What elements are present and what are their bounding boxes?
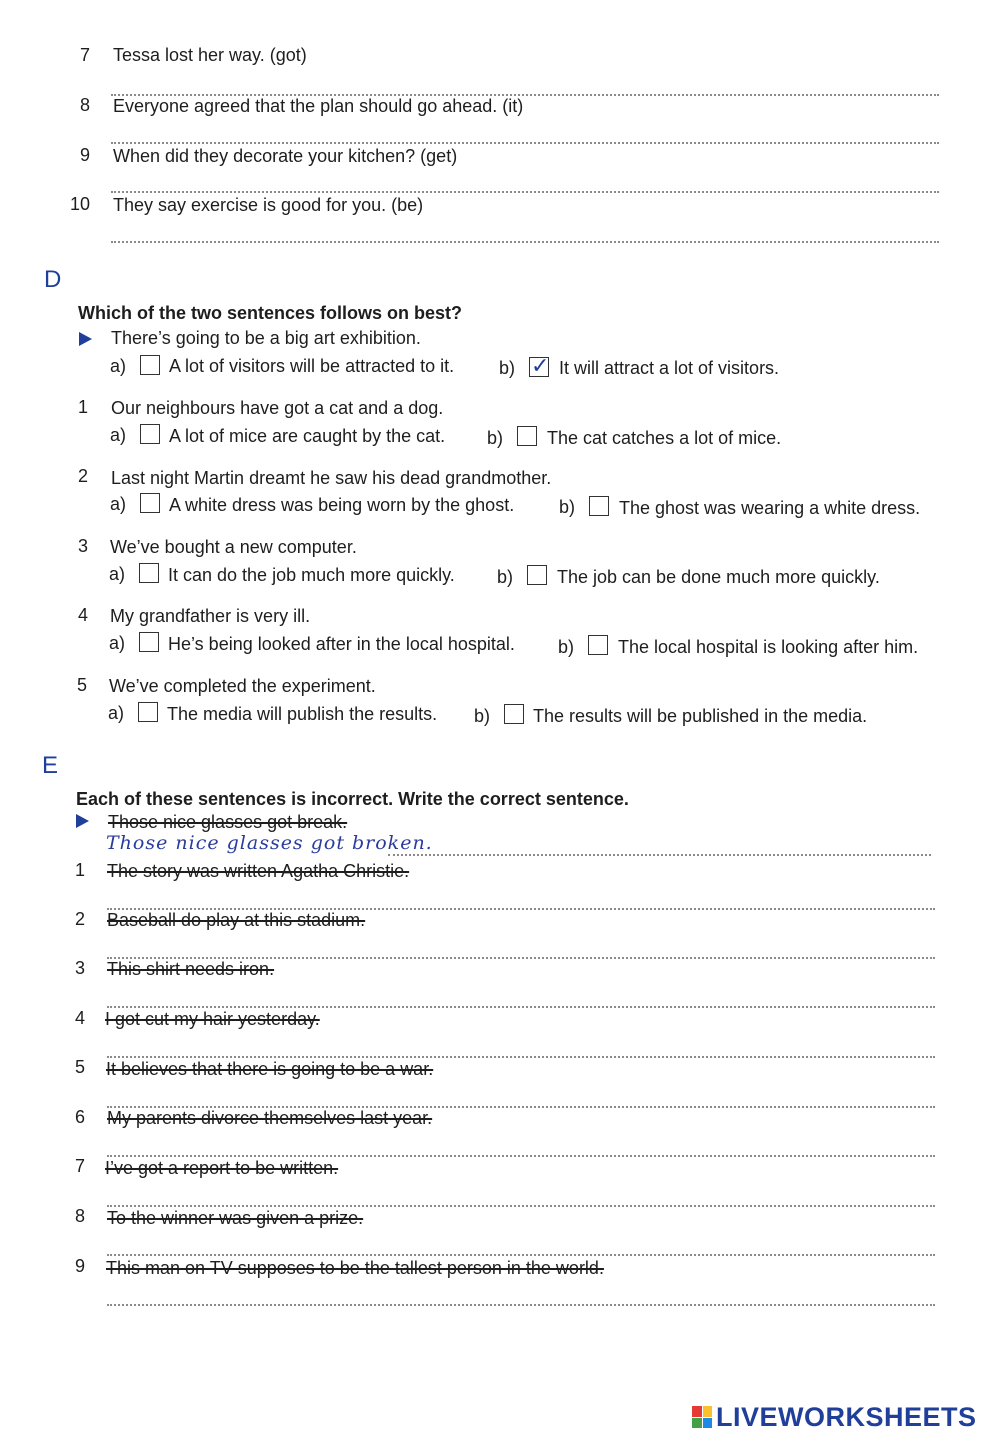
incorrect-sentence: My parents divorce themselves last year. — [107, 1108, 433, 1128]
option-a-text: He’s being looked after in the local hospital. — [168, 634, 515, 654]
answer-line[interactable] — [107, 1048, 935, 1058]
liveworksheets-logo[interactable] — [692, 1402, 977, 1432]
option-b-checkbox[interactable] — [527, 565, 547, 585]
incorrect-sentence: To the winner was given a prize. — [107, 1208, 364, 1228]
item-number: 2 — [77, 466, 88, 486]
item-number: 4 — [74, 1008, 85, 1028]
example-arrow-icon — [76, 814, 89, 828]
option-b-label: b) — [558, 637, 575, 657]
incorrect-sentence: Baseball do play at this stadium. — [107, 910, 366, 930]
answer-line[interactable] — [107, 998, 935, 1008]
item-number: 2 — [74, 909, 85, 929]
item-prompt: We’ve bought a new computer. — [110, 537, 357, 557]
option-a-text: A lot of visitors will be attracted to it. — [169, 356, 455, 376]
answer-line[interactable] — [111, 233, 939, 243]
incorrect-sentence: I got cut my hair yesterday. — [105, 1009, 320, 1029]
option-a-label: a) — [109, 564, 126, 584]
answer-line[interactable] — [107, 1197, 935, 1207]
option-a-text: The media will publish the results. — [167, 704, 438, 724]
option-b-text: The job can be done much more quickly. — [557, 567, 880, 587]
item-prompt: My grandfather is very ill. — [110, 606, 311, 626]
option-b-text: The cat catches a lot of mice. — [547, 428, 782, 448]
section-letter: D — [44, 266, 62, 293]
incorrect-sentence: This man on TV supposes to be the tallest person in the world. — [106, 1258, 604, 1278]
item-number: 8 — [74, 1206, 85, 1226]
example-arrow-icon — [79, 332, 92, 346]
item-number: 3 — [74, 958, 85, 978]
section-letter: E — [42, 752, 59, 779]
answer-line[interactable] — [111, 86, 939, 96]
option-b-checkbox[interactable] — [504, 704, 524, 724]
option-a-checkbox[interactable] — [139, 563, 159, 583]
answer-line[interactable] — [107, 949, 935, 959]
incorrect-sentence: This shirt needs iron. — [107, 959, 275, 979]
sentence-prompt: They say exercise is good for you. (be) — [113, 195, 424, 215]
logo-text: LIVEWORKSHEETS — [716, 1401, 977, 1432]
item-prompt: Our neighbours have got a cat and a dog. — [111, 398, 444, 418]
option-a-text: A lot of mice are caught by the cat. — [169, 426, 446, 446]
item-number: 1 — [74, 860, 85, 880]
option-b-label: b) — [474, 706, 491, 726]
option-b-checkbox-checked[interactable] — [529, 357, 549, 377]
option-a-label: a) — [108, 703, 125, 723]
option-b-label: b) — [497, 567, 514, 587]
incorrect-sentence: The story was written Agatha Christie. — [107, 861, 410, 881]
answer-line[interactable] — [107, 1296, 935, 1306]
answer-line[interactable] — [107, 1147, 935, 1157]
option-a-checkbox[interactable] — [140, 493, 160, 513]
option-b-checkbox[interactable] — [589, 496, 609, 516]
example-prompt: There’s going to be a big art exhibition. — [111, 328, 421, 348]
section-instruction: Each of these sentences is incorrect. Write the correct sentence. — [76, 789, 629, 809]
option-a-label: a) — [110, 425, 127, 445]
option-a-label: a) — [110, 494, 127, 514]
option-b-text: The local hospital is looking after him. — [618, 637, 919, 657]
item-number: 5 — [74, 1057, 85, 1077]
answer-line[interactable] — [107, 1246, 935, 1256]
option-b-text: The results will be published in the media. — [533, 706, 868, 726]
section-instruction: Which of the two sentences follows on best? — [78, 303, 463, 323]
option-b-label: b) — [499, 358, 516, 378]
option-a-checkbox[interactable] — [140, 424, 160, 444]
logo-square — [703, 1418, 713, 1429]
logo-grid-icon — [692, 1406, 712, 1428]
option-a-label: a) — [109, 633, 126, 653]
item-number: 9 — [79, 145, 90, 165]
option-a-text: A white dress was being worn by the ghost. — [169, 495, 515, 515]
item-number: 4 — [77, 605, 88, 625]
option-b-label: b) — [487, 428, 504, 448]
option-b-checkbox[interactable] — [588, 635, 608, 655]
incorrect-sentence: I’ve got a report to be written. — [105, 1158, 339, 1178]
item-number: 5 — [76, 675, 87, 695]
item-prompt: Last night Martin dreamt he saw his dead grandmother. — [111, 468, 552, 488]
item-number: 3 — [77, 536, 88, 556]
incorrect-sentence: It believes that there is going to be a war. — [106, 1059, 434, 1079]
item-number: 10 — [69, 194, 90, 214]
sentence-prompt: Tessa lost her way. (got) — [113, 45, 307, 65]
logo-square — [703, 1406, 713, 1417]
answer-line[interactable] — [111, 183, 939, 193]
item-number: 9 — [74, 1256, 85, 1276]
item-prompt: We’ve completed the experiment. — [109, 676, 376, 696]
item-number: 6 — [74, 1107, 85, 1127]
option-a-label: a) — [110, 356, 127, 376]
item-number: 8 — [79, 95, 90, 115]
option-b-text: The ghost was wearing a white dress. — [619, 498, 921, 518]
example-incorrect-sentence: Those nice glasses got break. — [108, 812, 348, 832]
answer-line[interactable] — [107, 900, 935, 910]
logo-square — [692, 1418, 702, 1429]
option-a-checkbox[interactable] — [139, 632, 159, 652]
option-b-text: It will attract a lot of visitors. — [559, 358, 780, 378]
answer-line[interactable] — [107, 1098, 935, 1108]
answer-line[interactable] — [111, 134, 939, 144]
option-a-text: It can do the job much more quickly. — [168, 565, 455, 585]
item-number: 7 — [74, 1156, 85, 1176]
option-b-checkbox[interactable] — [517, 426, 537, 446]
option-b-label: b) — [559, 497, 576, 517]
item-number: 7 — [79, 45, 90, 65]
sentence-prompt: Everyone agreed that the plan should go ahead. (it) — [113, 96, 524, 116]
sentence-prompt: When did they decorate your kitchen? (get) — [113, 146, 458, 166]
item-number: 1 — [77, 397, 88, 417]
option-a-checkbox[interactable] — [138, 702, 158, 722]
example-handwritten-answer: Those nice glasses got broken. — [106, 832, 433, 854]
logo-square — [692, 1406, 702, 1417]
option-a-checkbox[interactable] — [140, 355, 160, 375]
answer-line — [388, 854, 931, 856]
